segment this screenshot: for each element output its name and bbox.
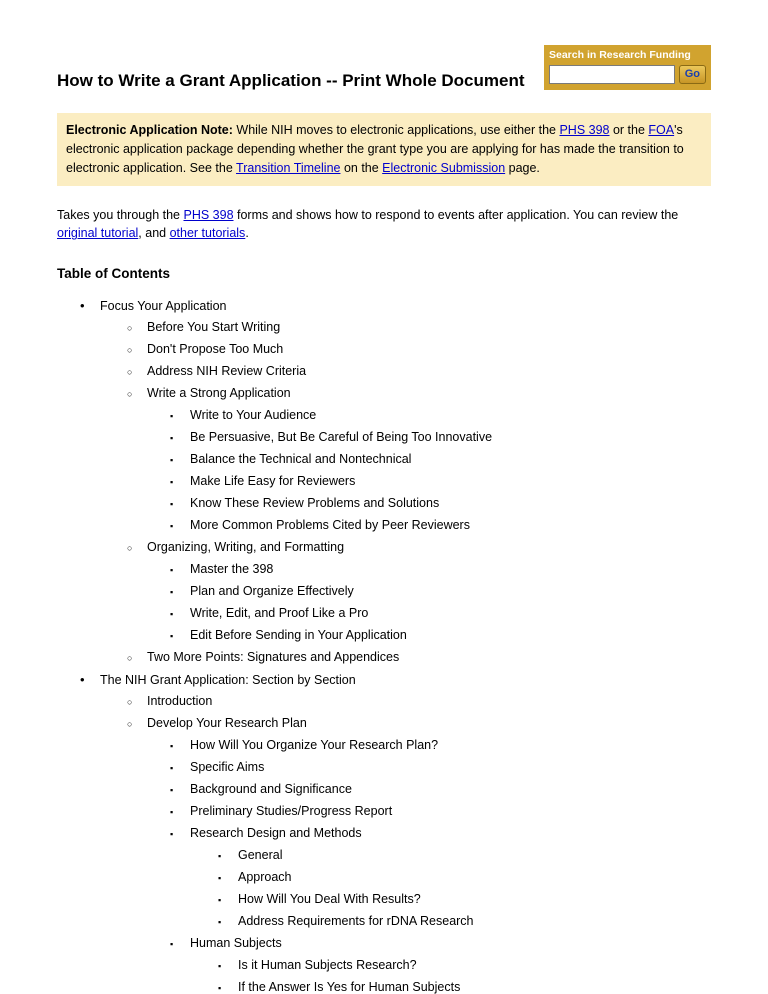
toc-item-label: Write, Edit, and Proof Like a Pro [190, 606, 369, 621]
toc-item [57, 977, 711, 994]
toc-item [57, 647, 711, 669]
toc-item [57, 691, 711, 713]
toc-item [57, 383, 711, 405]
toc-item-label: Preliminary Studies/Progress Report [190, 804, 393, 819]
bullet-icon: ▪ [218, 961, 222, 972]
toc-item-label: Be Persuasive, But Be Careful of Being Too Innovative [190, 430, 493, 445]
toc-item-label: Introduction [147, 694, 213, 709]
note-box [57, 113, 711, 185]
toc-item-label: Make Life Easy for Reviewers [190, 474, 356, 489]
inline-link[interactable]: PHS 398 [559, 123, 610, 138]
bullet-icon: ▪ [170, 631, 174, 642]
bullet-icon: ▪ [170, 939, 174, 950]
bullet-icon: ○ [127, 367, 133, 378]
toc-item-label: Research Design and Methods [190, 826, 362, 841]
go-button[interactable]: Go [679, 65, 706, 84]
bullet-icon: ▪ [218, 873, 222, 884]
bullet-icon: ▪ [170, 763, 174, 774]
bullet-icon: ▪ [218, 917, 222, 928]
bullet-icon: ▪ [170, 565, 174, 576]
toc-item [57, 625, 711, 647]
toc-item-label: Address NIH Review Criteria [147, 364, 307, 379]
bullet-icon: ○ [127, 345, 133, 356]
toc-item [57, 911, 711, 933]
toc-item [57, 339, 711, 361]
bullet-icon: ▪ [170, 455, 174, 466]
toc-item [57, 581, 711, 603]
page-title: How to Write a Grant Application -- Print Whole Document [57, 71, 525, 90]
bullet-icon: • [80, 672, 85, 688]
bullet-icon: ○ [127, 653, 133, 664]
bullet-icon: ▪ [170, 411, 174, 422]
toc-item [57, 779, 711, 801]
inline-link[interactable]: FOA [648, 123, 675, 138]
bullet-icon: ▪ [170, 829, 174, 840]
inline-link[interactable]: other tutorials [169, 226, 246, 241]
toc-item-label: Plan and Organize Effectively [190, 584, 354, 599]
text-segment: While NIH moves to electronic applications, use either the [232, 123, 560, 138]
bullet-icon: ▪ [218, 851, 222, 862]
bullet-icon: ○ [127, 389, 133, 400]
toc-item [57, 801, 711, 823]
toc-item [57, 735, 711, 757]
toc-item-label: How Will You Deal With Results? [238, 892, 421, 907]
toc-item [57, 955, 711, 977]
toc-item [57, 449, 711, 471]
toc-item [57, 317, 711, 339]
toc-list [57, 295, 711, 994]
bullet-icon: ▪ [170, 587, 174, 598]
inline-link[interactable]: PHS 398 [183, 207, 234, 222]
toc-item-label: How Will You Organize Your Research Plan? [190, 738, 439, 753]
bullet-icon: ▪ [170, 609, 174, 620]
toc-item-label: Is it Human Subjects Research? [238, 958, 417, 973]
toc-item [57, 515, 711, 537]
toc-item-label: Balance the Technical and Nontechnical [190, 452, 412, 467]
toc-item [57, 427, 711, 449]
inline-link[interactable]: Electronic Submission [382, 160, 506, 175]
toc-item [57, 845, 711, 867]
toc-item-label: Background and Significance [190, 782, 352, 797]
text-segment: . [245, 226, 249, 241]
toc-item [57, 933, 711, 955]
bullet-icon: ▪ [218, 895, 222, 906]
toc-heading: Table of Contents [57, 266, 170, 282]
toc-item-label: Don't Propose Too Much [147, 342, 284, 357]
bullet-icon: ▪ [170, 807, 174, 818]
text-segment: , and [138, 226, 170, 241]
toc-item-label: If the Answer Is Yes for Human Subjects [238, 980, 461, 994]
bullet-icon: • [80, 298, 85, 314]
toc-item [57, 493, 711, 515]
toc-item [57, 471, 711, 493]
toc-item-label: Before You Start Writing [147, 320, 281, 335]
toc-item-label: Address Requirements for rDNA Research [238, 914, 474, 929]
text-segment: on the [340, 160, 383, 175]
toc-item [57, 361, 711, 383]
toc-item-label: Develop Your Research Plan [147, 716, 307, 731]
bullet-icon: ▪ [170, 433, 174, 444]
toc-item [57, 669, 711, 691]
search-row [549, 65, 706, 84]
toc-item [57, 823, 711, 845]
bullet-icon: ○ [127, 719, 133, 730]
toc-item [57, 295, 711, 317]
inline-link[interactable]: original tutorial [57, 226, 139, 241]
text-segment: or the [609, 123, 649, 138]
toc-item [57, 713, 711, 735]
toc-item-label: Know These Review Problems and Solutions [190, 496, 440, 511]
toc-item-label: Approach [238, 870, 292, 885]
bullet-icon: ▪ [170, 741, 174, 752]
toc-item-label: Focus Your Application [100, 299, 227, 314]
toc-item [57, 559, 711, 581]
bullet-icon: ○ [127, 323, 133, 334]
toc-item-label: General [238, 848, 283, 863]
toc-item-label: Write to Your Audience [190, 408, 317, 423]
text-segment: 's electronic application package depending whether the grant type you are applying for has made the transition to electronic application. See the [66, 123, 684, 175]
bullet-icon: ▪ [170, 521, 174, 532]
inline-link[interactable]: Transition Timeline [236, 160, 341, 175]
toc-item-label: Human Subjects [190, 936, 282, 951]
toc-item-label: More Common Problems Cited by Peer Reviewers [190, 518, 470, 533]
bullet-icon: ○ [127, 543, 133, 554]
toc-item-label: Write a Strong Application [147, 386, 291, 401]
toc-item [57, 405, 711, 427]
search-input[interactable] [549, 65, 675, 84]
bullet-icon: ▪ [170, 477, 174, 488]
toc-item-label: Edit Before Sending in Your Application [190, 628, 407, 643]
toc-item-label: Specific Aims [190, 760, 265, 775]
text-segment: Electronic Application Note: [66, 123, 233, 138]
bullet-icon: ▪ [170, 785, 174, 796]
text-segment: Takes you through the [57, 207, 184, 222]
toc-item [57, 889, 711, 911]
toc-item [57, 603, 711, 625]
bullet-icon: ○ [127, 697, 133, 708]
toc-item [57, 867, 711, 889]
toc-item-label: The NIH Grant Application: Section by Section [100, 673, 356, 688]
toc-item [57, 757, 711, 779]
search-panel-label: Search in Research Funding [549, 49, 691, 61]
toc-item-label: Master the 398 [190, 562, 274, 577]
search-panel [544, 45, 711, 90]
bullet-icon: ▪ [218, 983, 222, 994]
toc-item-label: Organizing, Writing, and Formatting [147, 540, 345, 555]
toc-item-label: Two More Points: Signatures and Appendices [147, 650, 400, 665]
text-segment: forms and shows how to respond to events after application. You can review the [233, 207, 679, 222]
toc-item [57, 537, 711, 559]
intro-paragraph [57, 206, 711, 244]
text-segment: page. [505, 160, 540, 175]
bullet-icon: ▪ [170, 499, 174, 510]
